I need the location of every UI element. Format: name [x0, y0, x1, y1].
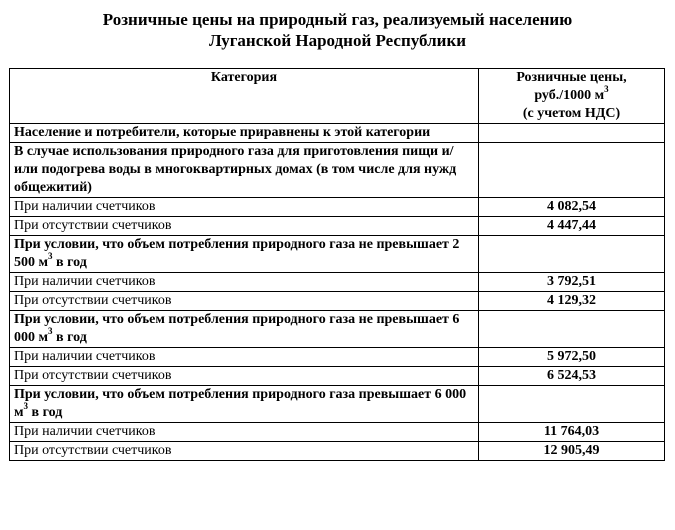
row-category: При отсутствии счетчиков	[10, 292, 479, 311]
row-price: 4 129,32	[479, 292, 665, 311]
table-row	[10, 292, 665, 311]
row-price: 4 082,54	[479, 198, 665, 217]
row-category-text: При условии, что объем потребления природного газа не превышает 6 000 м	[14, 312, 460, 345]
row-price: 11 764,03	[479, 423, 665, 442]
row-category-text-end: в год	[28, 405, 63, 420]
row-category-sup: 3	[23, 401, 29, 412]
header-price-unit-sup: 3	[604, 84, 609, 95]
header-category: Категория	[10, 69, 479, 124]
row-category-text-end: в год	[52, 330, 87, 345]
document-title	[0, 9, 675, 51]
row-category: При отсутствии счетчиков	[10, 442, 479, 461]
row-price	[479, 143, 665, 198]
row-category-text: При условии, что объем потребления природного газа превышает 6 000 м	[14, 387, 467, 420]
table-row	[10, 198, 665, 217]
row-category: При наличии счетчиков	[10, 348, 479, 367]
header-price-line-3: (с учетом НДС)	[522, 106, 621, 121]
row-price	[479, 311, 665, 348]
table-row	[10, 442, 665, 461]
header-price	[479, 69, 665, 124]
row-category	[10, 386, 479, 423]
header-price-line-2	[483, 84, 660, 105]
row-category-sup: 3	[48, 326, 53, 337]
header-price-line-1: Розничные цены,	[516, 70, 627, 85]
table-row	[10, 273, 665, 292]
table-row	[10, 124, 665, 143]
row-category-sup: 3	[48, 251, 53, 262]
price-table	[9, 68, 665, 461]
header-price-unit: руб./1000 м	[534, 88, 605, 103]
table-row	[10, 367, 665, 386]
row-category: При отсутствии счетчиков	[10, 367, 479, 386]
row-price: 3 792,51	[479, 273, 665, 292]
row-category: Население и потребители, которые приравнены к этой категории	[10, 124, 479, 143]
row-category-text: При условии, что объем потребления природного газа не превышает 2 500 м	[14, 237, 460, 270]
row-price: 5 972,50	[479, 348, 665, 367]
row-price: 12 905,49	[479, 442, 665, 461]
title-line-1: Розничные цены на природный газ, реализуемый населению	[102, 10, 573, 29]
row-price	[479, 386, 665, 423]
table-row	[10, 236, 665, 273]
row-price: 6 524,53	[479, 367, 665, 386]
table-row	[10, 217, 665, 236]
row-category: При наличии счетчиков	[10, 423, 479, 442]
row-price	[479, 124, 665, 143]
row-category: При наличии счетчиков	[10, 198, 479, 217]
row-category: При отсутствии счетчиков	[10, 217, 479, 236]
table-row	[10, 311, 665, 348]
row-category	[10, 236, 479, 273]
row-category	[10, 311, 479, 348]
row-category: При наличии счетчиков	[10, 273, 479, 292]
table-row	[10, 348, 665, 367]
table-row	[10, 386, 665, 423]
title-line-2: Луганской Народной Республики	[208, 31, 467, 50]
row-category: В случае использования природного газа для приготовления пищи и/или подогрева воды в многоквартирных домах (в том числе для нужд общежитий)	[10, 143, 479, 198]
row-price	[479, 236, 665, 273]
table-row	[10, 143, 665, 198]
row-category-text-end: в год	[52, 255, 87, 270]
table-row	[10, 423, 665, 442]
header-row	[10, 69, 665, 124]
row-price: 4 447,44	[479, 217, 665, 236]
